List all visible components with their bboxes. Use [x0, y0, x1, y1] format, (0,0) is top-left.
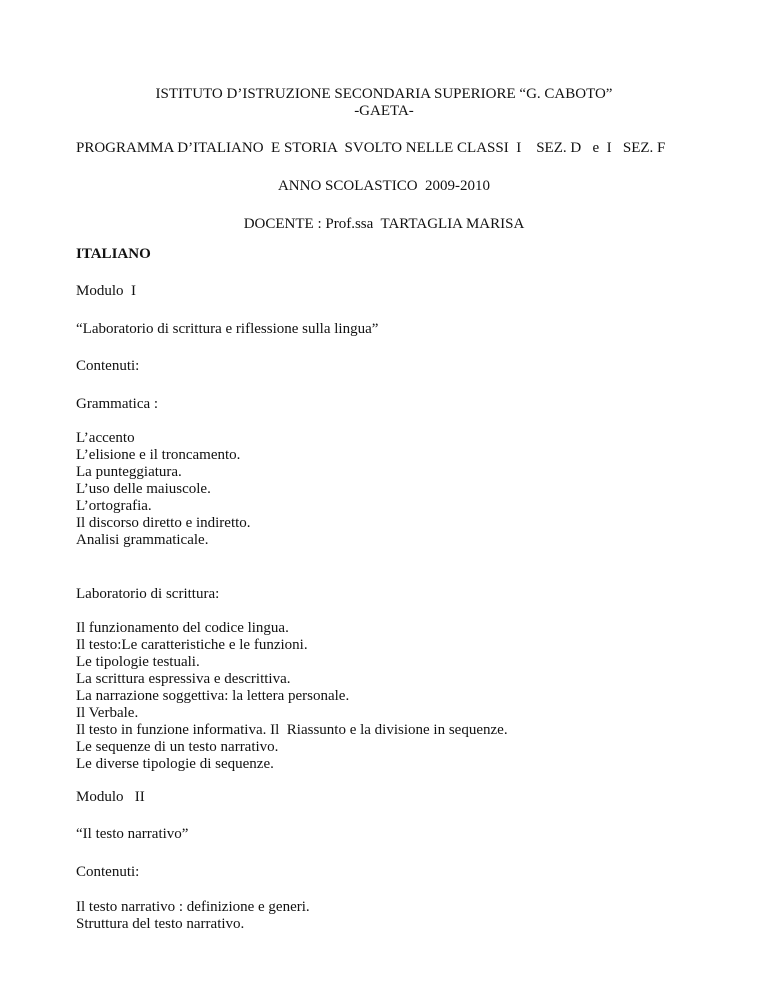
module-1-title: “Laboratorio di scrittura e riflessione sulla lingua” — [76, 321, 379, 337]
list-item: Il testo narrativo : definizione e generi. — [76, 899, 310, 915]
list-item: Il testo in funzione informativa. Il Riassunto e la divisione in sequenze. — [76, 722, 508, 738]
teacher-name: DOCENTE : Prof.ssa TARTAGLIA MARISA — [243, 216, 525, 232]
list-item: Struttura del testo narrativo. — [76, 916, 245, 932]
module-2-contents-label: Contenuti: — [76, 864, 140, 880]
list-item: L’ortografia. — [76, 498, 152, 514]
module-1-contents-label: Contenuti: — [76, 358, 140, 374]
program-title: PROGRAMMA D’ITALIANO E STORIA SVOLTO NELLE CLASSI I SEZ. D e I SEZ. F — [76, 140, 666, 156]
list-item: La scrittura espressiva e descrittiva. — [76, 671, 291, 687]
list-item: L’accento — [76, 430, 135, 446]
writing-lab-label: Laboratorio di scrittura: — [76, 586, 220, 602]
writing-lab-list — [76, 620, 508, 773]
list-item: Il Verbale. — [76, 705, 139, 721]
grammar-list — [76, 430, 251, 549]
list-item: Il discorso diretto e indiretto. — [76, 515, 251, 531]
module-2-label: Modulo II — [76, 789, 145, 805]
grammar-label: Grammatica : — [76, 396, 159, 412]
list-item: Le sequenze di un testo narrativo. — [76, 739, 279, 755]
list-item: Analisi grammaticale. — [76, 532, 209, 548]
section-title-italiano: ITALIANO — [76, 246, 151, 262]
institute-city: -GAETA- — [354, 103, 414, 119]
list-item: L’uso delle maiuscole. — [76, 481, 211, 497]
list-item: La narrazione soggettiva: la lettera personale. — [76, 688, 350, 704]
list-item: Le tipologie testuali. — [76, 654, 200, 670]
list-item: Le diverse tipologie di sequenze. — [76, 756, 274, 772]
list-item: Il testo:Le caratteristiche e le funzioni. — [76, 637, 308, 653]
module-1-label: Modulo I — [76, 283, 136, 299]
module-2-title: “Il testo narrativo” — [76, 826, 189, 842]
school-year: ANNO SCOLASTICO 2009-2010 — [277, 178, 491, 194]
list-item: L’elisione e il troncamento. — [76, 447, 241, 463]
module-2-list — [76, 899, 310, 933]
list-item: La punteggiatura. — [76, 464, 182, 480]
list-item: Il funzionamento del codice lingua. — [76, 620, 289, 636]
institute-name: ISTITUTO D’ISTRUZIONE SECONDARIA SUPERIORE “G. CABOTO” — [155, 86, 613, 102]
